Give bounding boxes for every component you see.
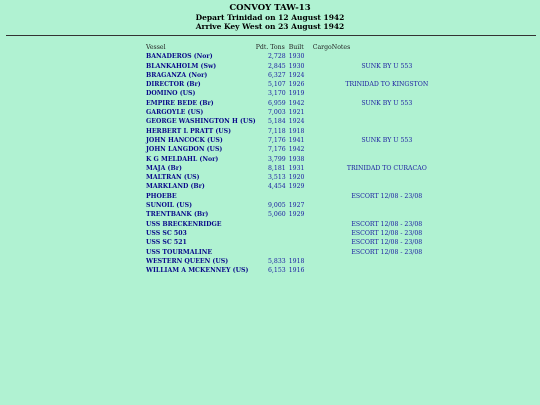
- cargo-cell: [313, 52, 332, 61]
- notes-cell: TRINIDAD TO CURACAO: [346, 164, 427, 172]
- cargo-cell: [313, 136, 332, 145]
- tons-cell: 7,176: [268, 146, 286, 154]
- cargo-cell: [313, 99, 332, 108]
- vessel-name: GEORGE WASHINGTON H (US): [146, 118, 256, 126]
- vessel-name: MAJA (Br): [146, 164, 182, 172]
- built-cell: 1942: [288, 146, 305, 154]
- tons-cell: 5,060: [268, 211, 286, 219]
- vessel-name: BLANKAHOLM (Sw): [146, 62, 217, 70]
- table-row: [146, 182, 442, 191]
- table-row: [146, 266, 442, 275]
- convoy-title: CONVOY TAW-13: [229, 3, 311, 13]
- vessel-name: WILLIAM A MCKENNEY (US): [146, 267, 249, 275]
- cargo-cell: [313, 266, 332, 275]
- tons-cell: [256, 248, 289, 257]
- built-cell: [289, 248, 313, 257]
- vessel-name: MARKLAND (Br): [146, 183, 205, 191]
- table-row: [146, 229, 442, 238]
- cargo-cell: [313, 192, 332, 201]
- built-cell: 1921: [288, 109, 305, 117]
- table-row: [146, 201, 442, 210]
- built-cell: 1924: [288, 118, 305, 126]
- notes-cell: [332, 108, 442, 117]
- cargo-cell: [313, 257, 332, 266]
- notes-cell: SUNK BY U 553: [361, 136, 413, 144]
- built-cell: 1919: [288, 90, 305, 98]
- built-cell: 1929: [288, 183, 305, 191]
- vessel-name: GARGOYLE (US): [146, 109, 204, 117]
- table-row: [146, 248, 442, 257]
- built-cell: 1931: [288, 164, 305, 172]
- tons-cell: 3,799: [268, 155, 286, 163]
- vessel-name: DIRECTOR (Br): [146, 81, 201, 89]
- table-row: [146, 89, 442, 98]
- col-vessel-header: Vessel: [146, 44, 166, 51]
- built-cell: 1918: [288, 127, 305, 135]
- vessel-name: EMPIRE BEDE (Br): [146, 99, 214, 107]
- table-row: [146, 155, 442, 164]
- table-row: [146, 238, 442, 247]
- built-cell: 1920: [288, 174, 305, 182]
- notes-cell: ESCORT 12/08 - 23/08: [351, 192, 423, 200]
- tons-cell: 6,959: [268, 99, 286, 107]
- tons-cell: 2,845: [268, 62, 286, 70]
- cargo-cell: [313, 238, 332, 247]
- notes-cell: TRINIDAD TO KINGSTON: [345, 81, 429, 89]
- built-cell: 1918: [288, 257, 305, 265]
- vessel-name: USS BRECKENRIDGE: [146, 220, 222, 228]
- tons-cell: [256, 229, 289, 238]
- vessel-name: PHOEBE: [146, 192, 177, 200]
- table-row: [146, 108, 442, 117]
- built-cell: 1924: [288, 71, 305, 79]
- built-cell: 1926: [288, 81, 305, 89]
- col-cargo-header: Cargo: [312, 44, 332, 51]
- built-cell: [289, 220, 313, 229]
- notes-cell: SUNK BY U 553: [361, 62, 413, 70]
- header-divider: [6, 35, 536, 36]
- cargo-cell: [313, 173, 332, 182]
- table-row: [146, 173, 442, 182]
- cargo-cell: [313, 89, 332, 98]
- built-cell: 1941: [288, 136, 305, 144]
- cargo-cell: [313, 229, 332, 238]
- built-cell: 1930: [288, 53, 305, 61]
- tons-cell: 9,005: [268, 202, 286, 210]
- convoy-table: [146, 43, 442, 275]
- built-cell: 1927: [288, 202, 305, 210]
- notes-cell: [332, 127, 442, 136]
- table-row: [146, 99, 442, 108]
- tons-cell: 6,327: [268, 71, 286, 79]
- built-cell: [289, 229, 313, 238]
- cargo-cell: [313, 201, 332, 210]
- tons-cell: 6,153: [268, 267, 286, 275]
- table-row: [146, 192, 442, 201]
- built-cell: 1930: [288, 62, 305, 70]
- notes-cell: [332, 173, 442, 182]
- ship-rows: [146, 52, 442, 275]
- notes-cell: ESCORT 12/08 - 23/08: [351, 248, 423, 256]
- built-cell: [289, 192, 313, 201]
- vessel-name: SUNOIL (US): [146, 202, 193, 210]
- vessel-name: K G MELDAHL (Nor): [146, 155, 219, 163]
- table-row: [146, 71, 442, 80]
- table-row: [146, 164, 442, 173]
- table-row: [146, 210, 442, 219]
- vessel-name: DOMINO (US): [146, 90, 196, 98]
- tons-cell: 5,184: [268, 118, 286, 126]
- table-row: [146, 145, 442, 154]
- cargo-cell: [313, 220, 332, 229]
- tons-cell: 7,176: [268, 136, 286, 144]
- cargo-cell: [313, 62, 332, 71]
- notes-cell: ESCORT 12/08 - 23/08: [351, 220, 423, 228]
- cargo-cell: [313, 248, 332, 257]
- tons-cell: 3,513: [268, 174, 286, 182]
- tons-cell: 7,118: [268, 127, 286, 135]
- notes-cell: SUNK BY U 553: [361, 99, 413, 107]
- vessel-name: MALTRAN (US): [146, 174, 200, 182]
- col-built-header: Built: [288, 44, 304, 51]
- cargo-cell: [313, 80, 332, 89]
- vessel-name: USS TOURMALINE: [146, 248, 213, 256]
- convoy-header: [0, 0, 540, 31]
- table-row: [146, 52, 442, 61]
- vessel-name: USS SC 503: [146, 229, 187, 237]
- cargo-cell: [313, 210, 332, 219]
- vessel-name: WESTERN QUEEN (US): [146, 257, 229, 265]
- built-cell: 1916: [288, 267, 305, 275]
- tons-cell: 8,181: [268, 164, 286, 172]
- table-row: [146, 220, 442, 229]
- vessel-name: BRAGANZA (Nor): [146, 71, 208, 79]
- notes-cell: [332, 155, 442, 164]
- vessel-name: TRENTBANK (Br): [146, 211, 209, 219]
- tons-cell: 5,833: [268, 257, 286, 265]
- notes-cell: [332, 182, 442, 191]
- table-header-row: [146, 43, 442, 52]
- tons-cell: 7,003: [268, 109, 286, 117]
- notes-cell: [332, 201, 442, 210]
- notes-cell: [332, 117, 442, 126]
- cargo-cell: [313, 145, 332, 154]
- tons-cell: [256, 238, 289, 247]
- tons-cell: 5,107: [268, 81, 286, 89]
- tons-cell: [256, 192, 289, 201]
- depart-line: Depart Trinidad on 12 August 1942: [195, 13, 345, 22]
- notes-cell: [332, 266, 442, 275]
- notes-cell: [332, 52, 442, 61]
- notes-cell: [332, 89, 442, 98]
- notes-cell: ESCORT 12/08 - 23/08: [351, 239, 423, 247]
- vessel-name: USS SC 521: [146, 239, 187, 247]
- built-cell: 1942: [288, 99, 305, 107]
- notes-cell: ESCORT 12/08 - 23/08: [351, 229, 423, 237]
- notes-cell: [332, 210, 442, 219]
- cargo-cell: [313, 117, 332, 126]
- table-row: [146, 257, 442, 266]
- col-notes-header: Notes: [331, 44, 351, 51]
- notes-cell: [332, 71, 442, 80]
- tons-cell: [256, 220, 289, 229]
- cargo-cell: [313, 182, 332, 191]
- vessel-name: BANADEROS (Nor): [146, 53, 213, 61]
- table-row: [146, 117, 442, 126]
- cargo-cell: [313, 164, 332, 173]
- vessel-name: JOHN LANGDON (US): [146, 146, 223, 154]
- built-cell: 1938: [288, 155, 305, 163]
- built-cell: [289, 238, 313, 247]
- cargo-cell: [313, 71, 332, 80]
- table-row: [146, 80, 442, 89]
- col-tons-header: Pdt. Tons: [255, 44, 285, 51]
- notes-cell: [332, 257, 442, 266]
- table-row: [146, 136, 442, 145]
- tons-cell: 2,728: [268, 53, 286, 61]
- notes-cell: [332, 145, 442, 154]
- arrive-line: Arrive Key West on 23 August 1942: [195, 22, 345, 31]
- tons-cell: 4,454: [268, 183, 286, 191]
- cargo-cell: [313, 108, 332, 117]
- cargo-cell: [313, 155, 332, 164]
- built-cell: 1929: [288, 211, 305, 219]
- table-row: [146, 127, 442, 136]
- vessel-name: JOHN HANCOCK (US): [146, 136, 223, 144]
- cargo-cell: [313, 127, 332, 136]
- vessel-name: HERBERT L PRATT (US): [146, 127, 232, 135]
- table-row: [146, 62, 442, 71]
- tons-cell: 3,170: [268, 90, 286, 98]
